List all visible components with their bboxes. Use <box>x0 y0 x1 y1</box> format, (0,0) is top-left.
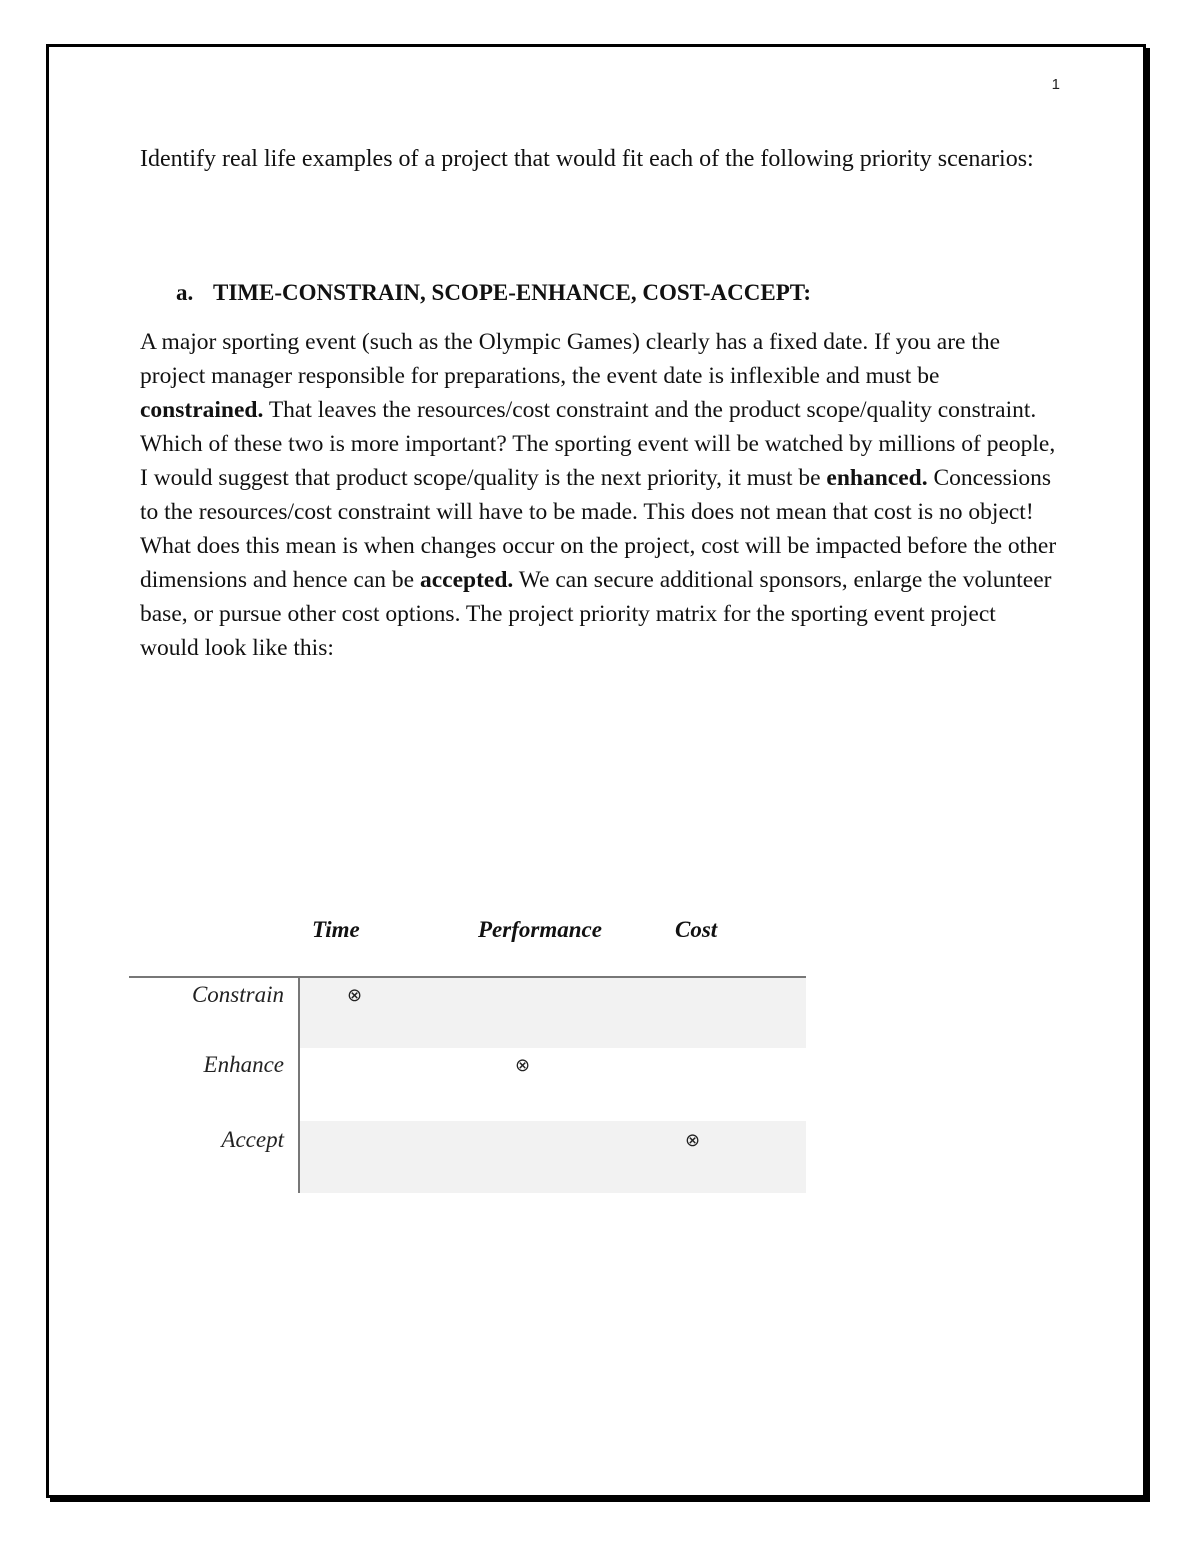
scenario-title: TIME-CONSTRAIN, SCOPE-ENHANCE, COST-ACCEPT: <box>213 280 812 305</box>
column-header-cost: Cost <box>675 917 718 942</box>
row-label-constrain: Constrain <box>191 982 284 1007</box>
body-paragraph <box>140 325 1060 665</box>
mark-accept-cost-icon: ⊗ <box>685 1130 701 1151</box>
body-text-2: That leaves the resources/cost constraint and the product scope/quality constraint. Which of these two is more important? The sporting event will be watched by millions of people, I would suggest that product scope/quality is the next priority, it must be <box>140 397 1056 491</box>
body-text-3: Concessions to the resources/cost constraint will have to be made. This does not mean that cost is no object! What does this mean is when changes occur on the project, cost will be impacted before the other dimensions and hence can be <box>140 465 1057 593</box>
column-header-performance: Performance <box>478 917 602 942</box>
keyword-enhanced: enhanced. <box>826 465 928 491</box>
mark-enhance-performance-icon: ⊗ <box>515 1055 531 1076</box>
scenario-marker: a. <box>176 280 194 305</box>
intro-question: Identify real life examples of a project that would fit each of the following priority scenarios: <box>140 146 1034 172</box>
scenario-heading <box>176 277 1056 309</box>
page-border <box>46 44 1146 1498</box>
matrix-row-band <box>300 1121 806 1193</box>
keyword-accepted: accepted. <box>419 567 514 593</box>
matrix-label-rule <box>298 976 300 1193</box>
keyword-constrained: constrained. <box>140 397 264 423</box>
matrix-header-rule <box>129 976 806 978</box>
body-text-1: A major sporting event (such as the Olympic Games) clearly has a fixed date. If you are the project manager responsible for preparations, the event date is inflexible and must be <box>140 329 1001 389</box>
row-label-accept: Accept <box>221 1127 284 1152</box>
body-text-4: We can secure additional sponsors, enlarge the volunteer base, or pursue other cost options. The project priority matrix for the sporting event project would look like this: <box>140 567 1052 661</box>
mark-constrain-time-icon: ⊗ <box>347 985 363 1006</box>
column-header-time: Time <box>312 917 360 942</box>
row-label-enhance: Enhance <box>203 1052 284 1077</box>
page-number: 1 <box>1051 76 1060 93</box>
matrix-row-band <box>300 978 806 1048</box>
